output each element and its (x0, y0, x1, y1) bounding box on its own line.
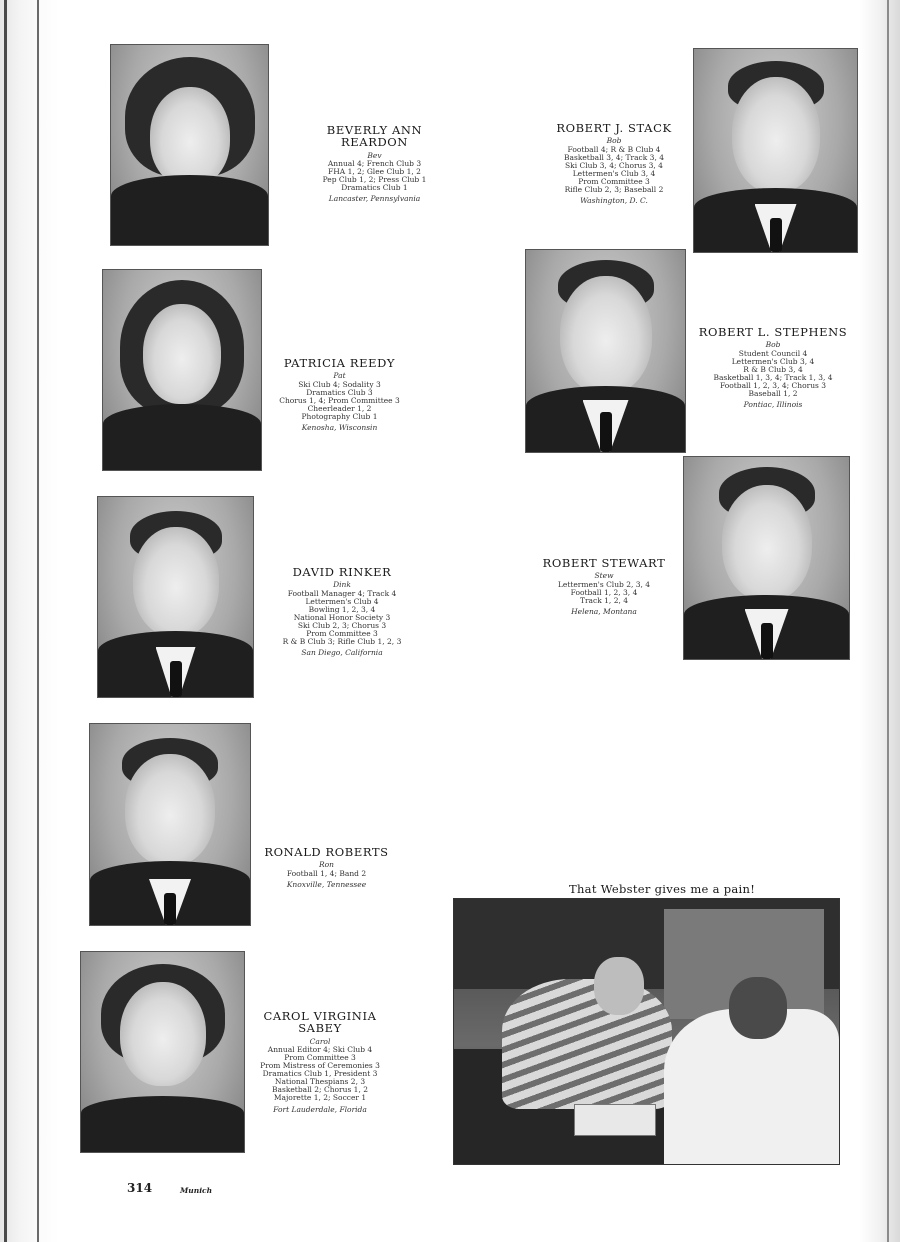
activity-line: Football Manager 4; Track 4 (287, 588, 397, 598)
nickname: Bev (367, 150, 382, 160)
portrait-stack (693, 48, 858, 253)
activity-line: Cheerleader 1, 2 (307, 403, 372, 413)
portrait-reedy (102, 269, 262, 471)
activity-line: Annual Editor 4; Ski Club 4 (267, 1044, 373, 1054)
page-edge-line (887, 0, 889, 1242)
activity-line: Student Council 4 (738, 348, 808, 358)
activity-line: Baseball 1, 2 (748, 388, 798, 398)
student-name: REARDON (341, 135, 408, 150)
activity-line: Football 1, 2, 3, 4 (570, 587, 638, 597)
activity-line: R & B Club 3, 4 (743, 364, 803, 374)
nickname: Bob (765, 340, 781, 350)
school-name: Munich (180, 1186, 213, 1195)
portrait-stewart (683, 456, 850, 660)
activity-line: Lettermen's Club 2, 3, 4 (557, 579, 651, 589)
hometown: Pontiac, Illinois (743, 400, 803, 410)
activity-line: Prom Mistress of Ceremonies 3 (260, 1061, 380, 1071)
activity-line: Prom Committee 3 (284, 1053, 356, 1062)
activity-line: Ski Club 3, 4; Chorus 3, 4 (565, 160, 663, 170)
nickname: Ron (319, 860, 334, 870)
student-name: RONALD ROBERTS (264, 845, 389, 859)
activity-line: Photography Club 1 (301, 411, 378, 421)
activity-line: Rifle Club 2, 3; Baseball 2 (564, 184, 664, 194)
nickname: Dink (333, 580, 351, 590)
hometown: Helena, Montana (571, 606, 637, 616)
activity-line: Football 1, 2, 3, 4; Chorus 3 (719, 380, 827, 390)
activity-line: Football 4; R & B Club 4 (567, 144, 661, 154)
bio-stephens (688, 326, 858, 409)
activity-line: Chorus 1, 4; Prom Committee 3 (279, 395, 400, 405)
hometown: Lancaster, Pennsylvania (328, 194, 421, 204)
hometown: Knoxville, Tennessee (286, 879, 367, 889)
activity-line: National Thespians 2, 3 (274, 1077, 366, 1087)
hometown: Kenosha, Wisconsin (301, 422, 378, 432)
activity-line: Ski Club 4; Sodality 3 (298, 379, 381, 389)
student-name: ROBERT J. STACK (556, 121, 672, 135)
bio-stewart (535, 557, 673, 616)
activity-line: FHA 1, 2; Glee Club 1, 2 (328, 167, 421, 176)
nickname: Pat (333, 371, 346, 381)
portrait-stephens (525, 249, 686, 453)
activity-line: Ski Club 2, 3; Chorus 3 (297, 620, 387, 630)
activity-line: Lettermen's Club 4 (305, 596, 379, 606)
activity-line: Football 1, 4; Band 2 (286, 868, 367, 878)
student-name: CAROL VIRGINIA (263, 1009, 377, 1023)
nickname: Bob (606, 136, 622, 146)
activity-line: Bowling 1, 2, 3, 4 (308, 604, 376, 614)
hometown: San Diego, California (301, 648, 383, 658)
candid-photo (453, 898, 840, 1165)
photo-caption: That Webster gives me a pain! (569, 882, 756, 896)
bio-stack (543, 122, 685, 205)
page-number: 314 (127, 1181, 153, 1195)
activity-line: Basketball 1, 3, 4; Track 1, 3, 4 (713, 372, 833, 382)
binding-line (37, 0, 39, 1242)
student-name: ROBERT L. STEPHENS (698, 325, 848, 339)
activity-line: National Honor Society 3 (293, 612, 391, 622)
student-name: SABEY (298, 1021, 342, 1036)
binding-line (4, 0, 7, 1242)
portrait-sabey (80, 951, 245, 1153)
activity-line: Track 1, 2, 4 (579, 595, 629, 605)
portrait-reardon (110, 44, 269, 246)
student-name: BEVERLY ANN (326, 123, 423, 137)
student-name: PATRICIA REEDY (283, 356, 396, 370)
activity-line: Dramatics Club 1 (341, 183, 408, 193)
nickname: Stew (594, 571, 614, 581)
hometown: Washington, D. C. (580, 196, 648, 206)
activity-line: Pep Club 1, 2; Press Club 1 (322, 175, 427, 185)
bio-roberts (255, 846, 398, 889)
hometown: Fort Lauderdale, Florida (273, 1104, 367, 1114)
activity-line: Dramatics Club 1, President 3 (262, 1069, 378, 1079)
activity-line: Prom Committee 3 (306, 628, 378, 638)
activity-line: Basketball 3, 4; Track 3, 4 (563, 152, 664, 162)
student-name: ROBERT STEWART (542, 556, 666, 570)
activity-line: R & B Club 3; Rifle Club 1, 2, 3 (282, 637, 402, 647)
activity-line: Majorette 1, 2; Soccer 1 (273, 1093, 367, 1103)
activity-line: Prom Committee 3 (578, 176, 650, 186)
activity-line: Lettermen's Club 3, 4 (572, 168, 656, 178)
activity-line: Lettermen's Club 3, 4 (731, 356, 815, 366)
bio-sabey (250, 1010, 390, 1114)
portrait-roberts (89, 723, 251, 926)
activity-line: Dramatics Club 3 (306, 387, 373, 397)
portrait-rinker (97, 496, 254, 698)
student-name: DAVID RINKER (292, 565, 392, 579)
activity-line: Annual 4; French Club 3 (327, 158, 422, 168)
bio-reedy (268, 357, 411, 432)
nickname: Carol (309, 1036, 331, 1046)
bio-reardon (272, 124, 477, 203)
activity-line: Basketball 2; Chorus 1, 2 (271, 1085, 368, 1095)
bio-rinker (256, 566, 428, 657)
